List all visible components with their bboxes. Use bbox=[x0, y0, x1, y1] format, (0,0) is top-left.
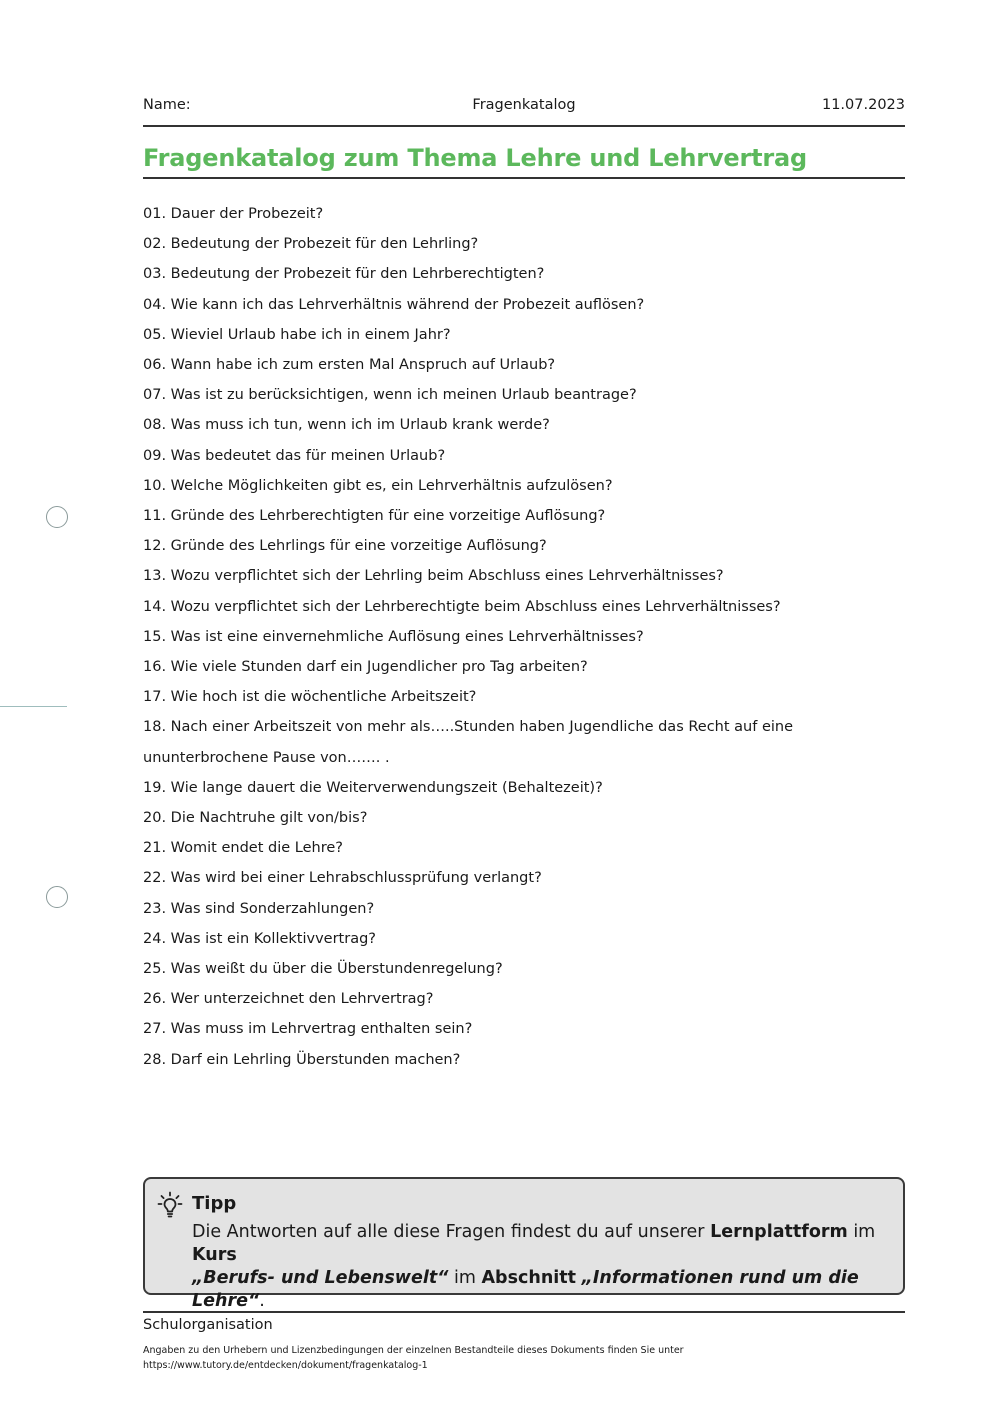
footer-organization: Schulorganisation bbox=[143, 1317, 273, 1333]
tip-section-name: „Informationen rund um die Lehre“ bbox=[192, 1268, 859, 1311]
question-item: 01. Dauer der Probezeit? bbox=[143, 206, 324, 222]
question-item: 26. Wer unterzeichnet den Lehrvertrag? bbox=[143, 991, 434, 1008]
question-item: 12. Gründe des Lehrlings für eine vorzeitige Auflösung? bbox=[143, 538, 547, 555]
question-item: 14. Wozu verpflichtet sich der Lehrberechtigte beim Abschluss eines Lehrverhältnisses? bbox=[143, 598, 781, 615]
punch-hole-mark-top bbox=[46, 506, 68, 528]
tip-text-part: . bbox=[259, 1291, 265, 1311]
question-item: 09. Was bedeutet das für meinen Urlaub? bbox=[143, 447, 446, 464]
question-item: 20. Die Nachtruhe gilt von/bis? bbox=[143, 810, 368, 827]
tip-bold-kurs: Kurs bbox=[192, 1245, 237, 1265]
question-item: 11. Gründe des Lehrberechtigten für eine vorzeitige Auflösung? bbox=[143, 508, 606, 525]
tip-box bbox=[143, 1177, 905, 1311]
page-title: Fragenkatalog zum Thema Lehre und Lehrvertrag bbox=[143, 144, 807, 172]
tip-bold-abschnitt: Abschnitt bbox=[481, 1268, 577, 1288]
name-label: Name: bbox=[143, 97, 191, 113]
question-item: 24. Was ist ein Kollektivvertrag? bbox=[143, 930, 376, 947]
question-item: 22. Was wird bei einer Lehrabschlussprüfung verlangt? bbox=[143, 870, 542, 887]
question-item: 16. Wie viele Stunden darf ein Jugendlicher pro Tag arbeiten? bbox=[143, 659, 588, 676]
footer-license bbox=[143, 1343, 905, 1373]
question-item: 04. Wie kann ich das Lehrverhältnis während der Probezeit auflösen? bbox=[143, 296, 645, 313]
question-item: 25. Was weißt du über die Überstundenregelung? bbox=[143, 961, 503, 978]
question-item: 23. Was sind Sonderzahlungen? bbox=[143, 900, 375, 917]
lightbulb-icon bbox=[157, 1191, 183, 1219]
question-item: 08. Was muss ich tun, wenn ich im Urlaub krank werde? bbox=[143, 417, 550, 434]
question-item: 27. Was muss im Lehrvertrag enthalten sein? bbox=[143, 1021, 473, 1038]
question-item: 18. Nach einer Arbeitszeit von mehr als…..Stunden haben Jugendliche das Recht auf eine ununterbrochene Pause von……. . bbox=[143, 719, 794, 766]
question-item: 10. Welche Möglichkeiten gibt es, ein Lehrverhältnis aufzulösen? bbox=[143, 477, 613, 494]
question-item: 17. Wie hoch ist die wöchentliche Arbeitszeit? bbox=[143, 689, 477, 706]
tip-text bbox=[192, 1221, 892, 1313]
question-item: 03. Bedeutung der Probezeit für den Lehrberechtigten? bbox=[143, 266, 545, 283]
footer-divider bbox=[143, 1311, 905, 1313]
title-block bbox=[143, 141, 905, 179]
question-item: 05. Wieviel Urlaub habe ich in einem Jahr? bbox=[143, 326, 451, 343]
tip-course-name: „Berufs- und Lebenswelt“ bbox=[192, 1268, 449, 1288]
tip-text-part: Die Antworten auf alle diese Fragen findest du auf unserer bbox=[192, 1222, 711, 1242]
question-item: 06. Wann habe ich zum ersten Mal Anspruch auf Urlaub? bbox=[143, 357, 556, 374]
license-url[interactable]: https://www.tutory.de/entdecken/dokument/fragenkatalog-1 bbox=[143, 1360, 428, 1371]
tip-text-part: im bbox=[847, 1222, 876, 1242]
page-header bbox=[143, 95, 905, 127]
question-item: 13. Wozu verpflichtet sich der Lehrling beim Abschluss eines Lehrverhältnisses? bbox=[143, 568, 724, 585]
question-item: 15. Was ist eine einvernehmliche Auflösung eines Lehrverhältnisses? bbox=[143, 628, 644, 645]
punch-hole-mark-bottom bbox=[46, 886, 68, 908]
question-list bbox=[143, 199, 905, 1075]
tip-bold-lernplattform: Lernplattform bbox=[710, 1222, 848, 1242]
question-item: 19. Wie lange dauert die Weiterverwendungszeit (Behaltezeit)? bbox=[143, 779, 603, 796]
fold-mark bbox=[0, 706, 67, 707]
question-item: 07. Was ist zu berücksichtigen, wenn ich meinen Urlaub beantrage? bbox=[143, 387, 637, 404]
header-title: Fragenkatalog bbox=[472, 97, 576, 113]
license-note: Angaben zu den Urhebern und Lizenzbedingungen der einzelnen Bestandteile dieses Dokuments finden Sie unter bbox=[143, 1345, 684, 1356]
tip-heading: Tipp bbox=[192, 1193, 237, 1214]
tip-text-part: im bbox=[448, 1268, 482, 1288]
header-date: 11.07.2023 bbox=[821, 97, 905, 113]
question-item: 28. Darf ein Lehrling Überstunden machen? bbox=[143, 1051, 461, 1068]
question-item: 21. Womit endet die Lehre? bbox=[143, 840, 343, 857]
question-item: 02. Bedeutung der Probezeit für den Lehrling? bbox=[143, 236, 479, 253]
